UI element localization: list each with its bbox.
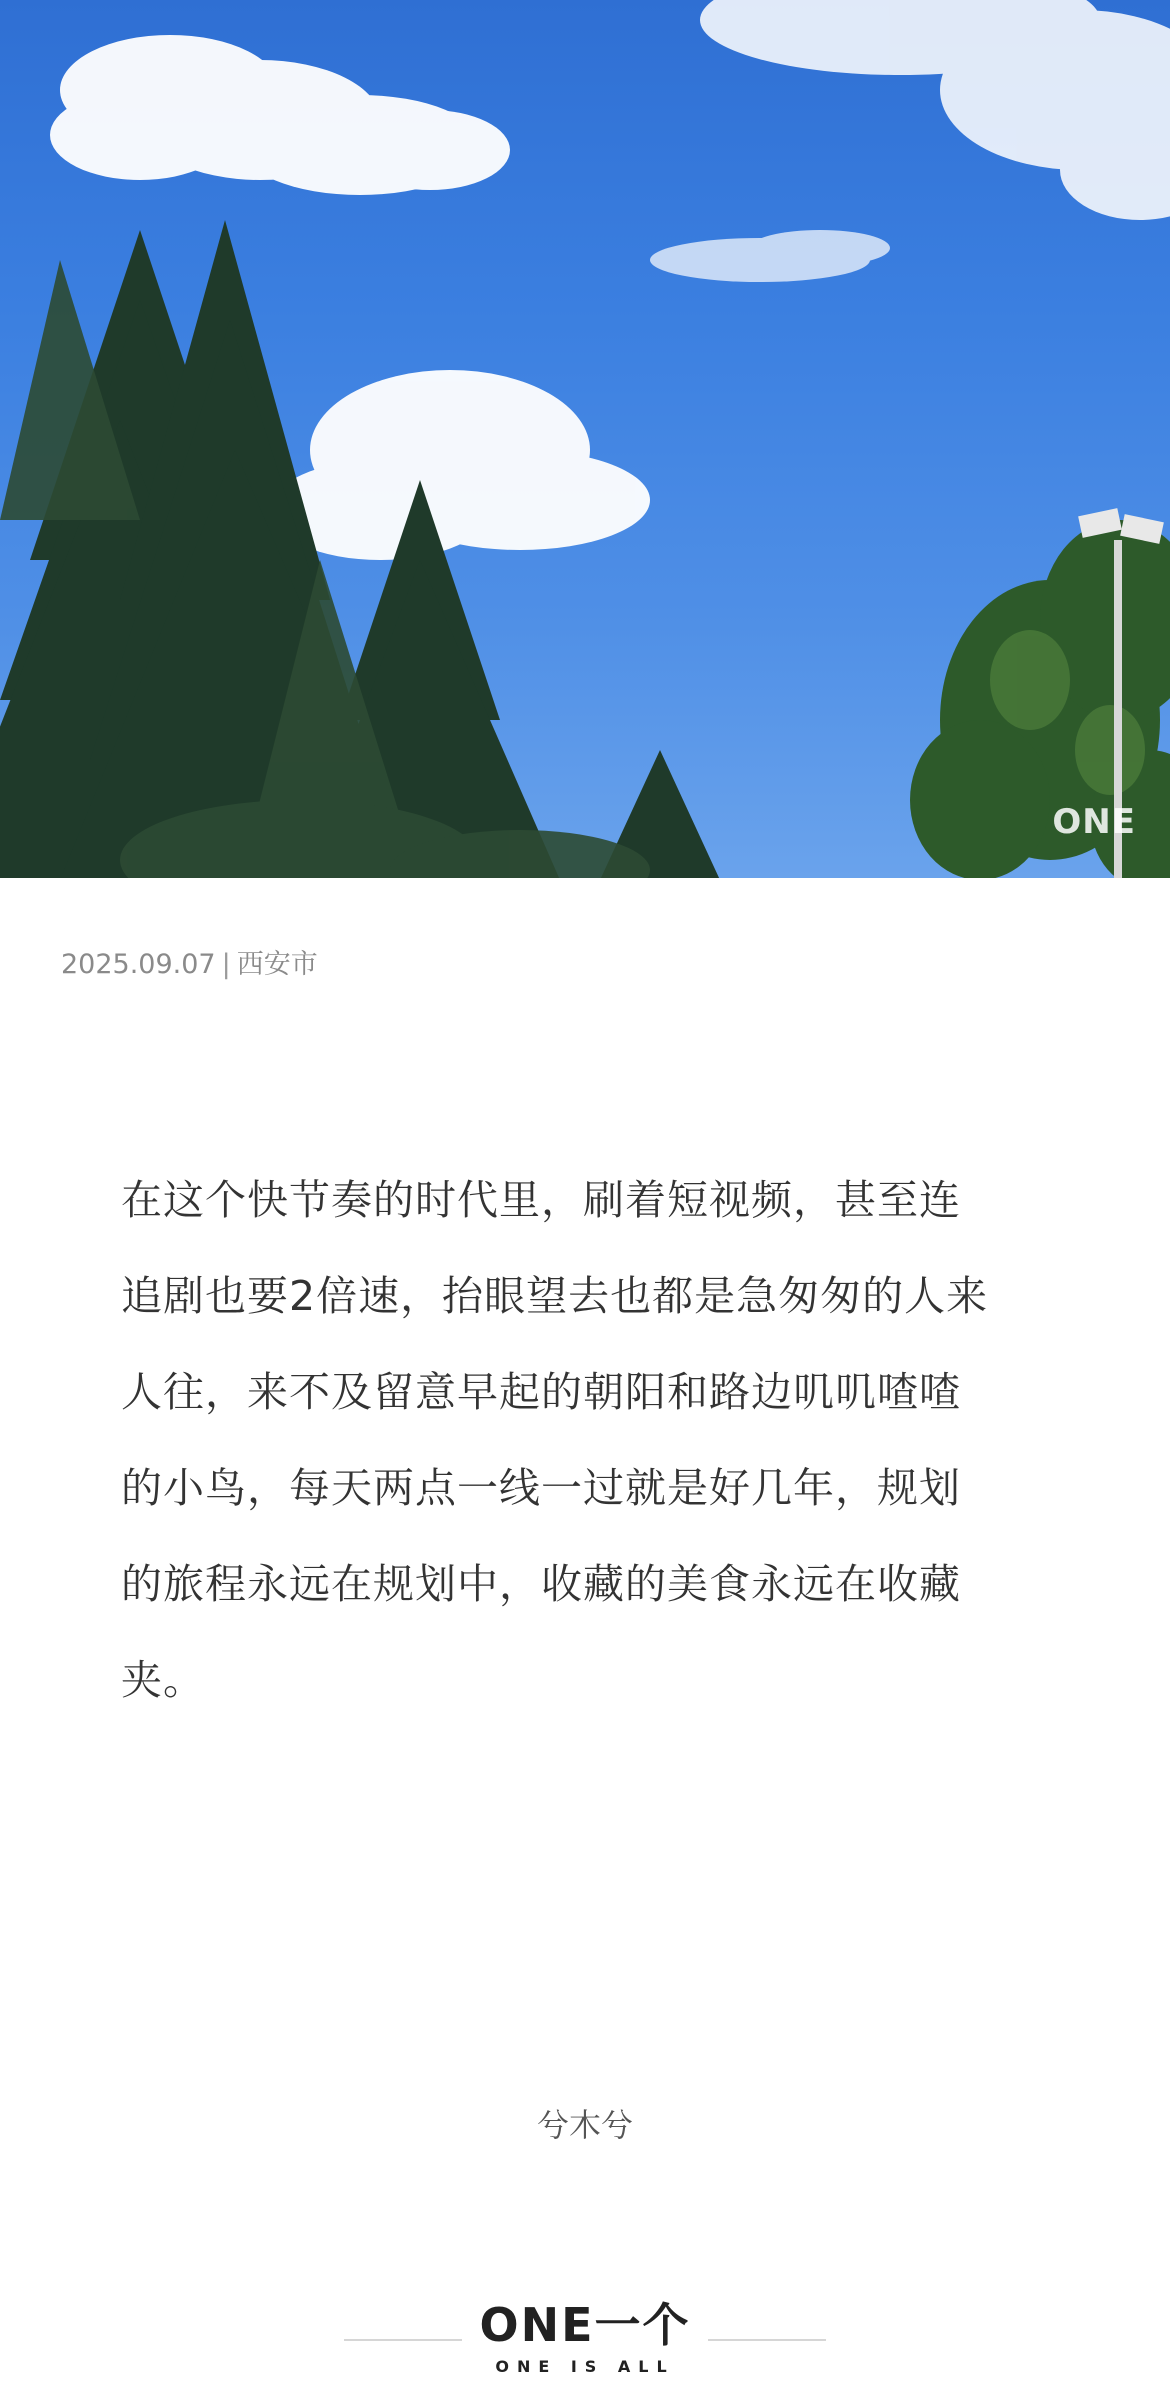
meta-separator: | [221,949,231,980]
article-line: 夹。 [121,1656,205,1704]
photo-watermark: ONE [1052,802,1136,842]
header-photo [0,0,1170,878]
logo-tagline: ONE IS ALL [495,2357,675,2376]
article-line: 在这个快节奏的时代里，刷着短视频，甚至连 [121,1176,961,1224]
one-logo [0,2297,1170,2379]
article-body [121,1152,1056,1728]
post-date: 2025.09.07 [61,949,216,980]
article-line: 的小鸟，每天两点一线一过就是好几年，规划 [121,1464,961,1512]
article-line: 的旅程永远在规划中，收藏的美食永远在收藏 [121,1560,961,1608]
logo-text: ONE一个 [479,2298,691,2352]
article-line: 追剧也要2倍速，抬眼望去也都是急匆匆的人来 [121,1272,989,1320]
post-meta [61,942,318,981]
footer [0,2285,1170,2385]
article-line: 人往，来不及留意早起的朝阳和路边叽叽喳喳 [121,1368,961,1416]
sky-trees-illustration [0,0,1170,878]
author-name[interactable]: 兮木兮 [536,2106,633,2144]
post-location: 西安市 [236,949,318,980]
